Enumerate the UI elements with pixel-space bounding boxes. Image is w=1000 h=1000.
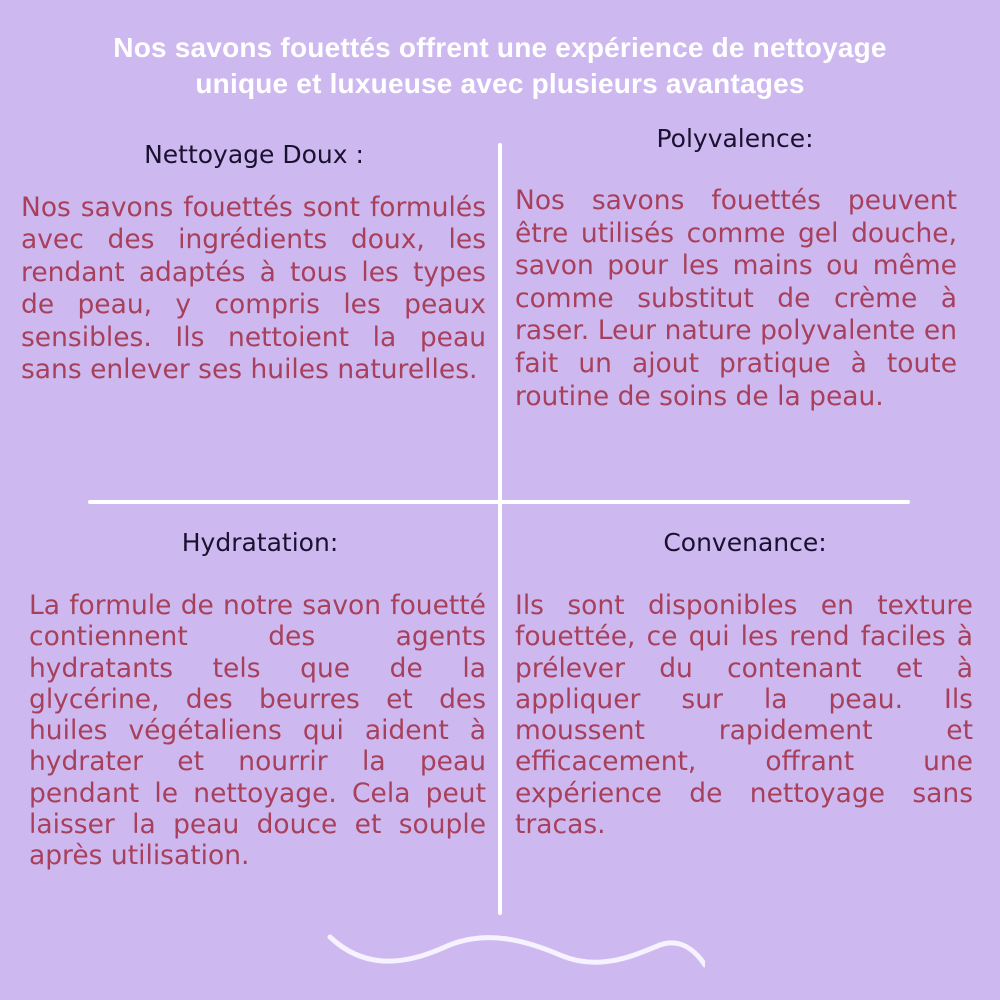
section-heading: Polyvalence: — [656, 124, 814, 153]
wave-line-icon — [325, 925, 705, 985]
section-body: Nos savons fouettés peuvent être utilisés comme gel douche, savon pour les mains ou même comme substitut de crème à raser. Leur nature polyvalente en fait un ajout pratique à toute routine de soins de la peau. — [515, 185, 957, 412]
horizontal-divider — [88, 500, 910, 504]
section-body: Nos savons fouettés sont formulés avec des ingrédients doux, les rendant adaptés à tous les types de peau, y compris les peaux sensibles. Ils nettoient la peau sans enlever ses huiles naturelles. — [21, 192, 486, 386]
page-title-line-1: Nos savons fouettés offrent une expérience de nettoyage — [113, 32, 887, 63]
section-body: Ils sont disponibles en texture fouettée, ce qui les rend faciles à prélever du contenant et à appliquer sur la peau. Ils moussent rapidement et efficacement, offrant une expérience de nettoyage sans tracas. — [515, 590, 973, 841]
section-heading: Hydratation: — [181, 528, 339, 557]
section-heading: Convenance: — [663, 528, 827, 557]
page-title-line-2: unique et luxueuse avec plusieurs avantages — [195, 68, 805, 99]
page-title — [0, 30, 1000, 102]
section-heading: Nettoyage Doux : — [144, 140, 364, 169]
section-body: La formule de notre savon fouetté contiennent des agents hydratants tels que de la glycérine, des beurres et des huiles végétaliens qui aident à hydrater et nourrir la peau pendant le nettoyage. Cela peut laisser la peau douce et souple après utilisation. — [29, 590, 486, 872]
